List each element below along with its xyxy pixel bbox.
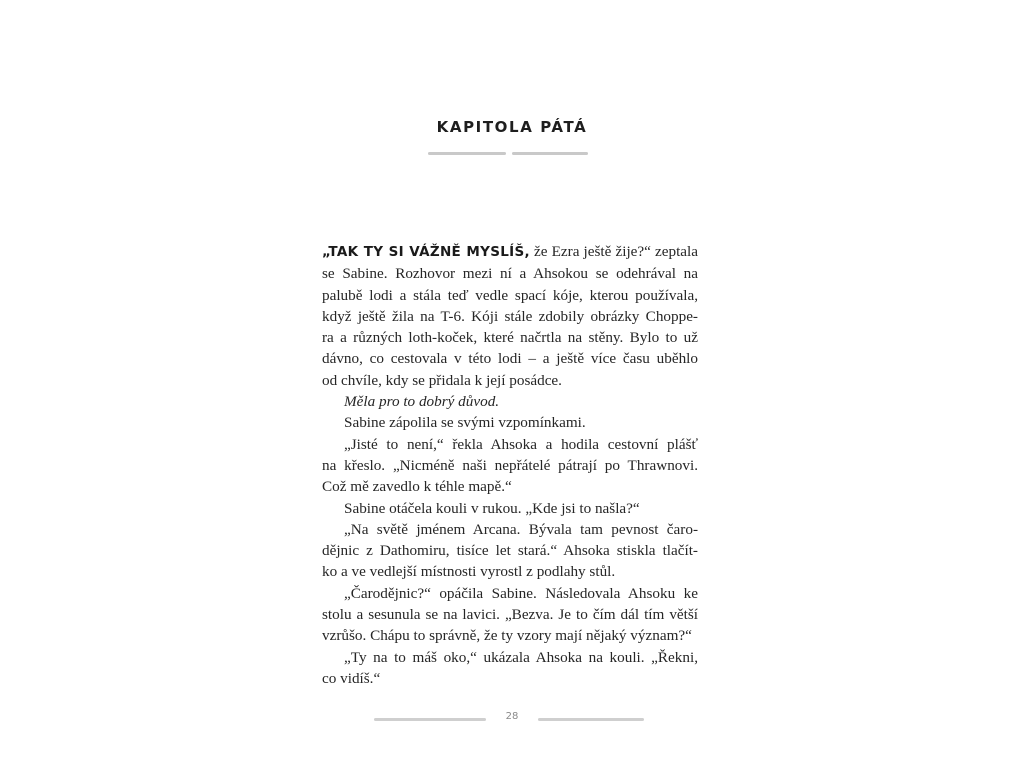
body-line: dějnic z Dathomiru, tisíce let stará.“ Ahsoka stiskla tlačít- (322, 542, 698, 560)
title-rule-left (428, 152, 506, 155)
body-line: dávno, co cestovala v této lodi – a ještě více času uběhlo (322, 350, 698, 368)
chapter-body (322, 241, 698, 689)
body-line: ra a různých loth-koček, které načrtla na stěny. Bylo to už (322, 329, 698, 347)
body-line: „Jisté to není,“ řekla Ahsoka a hodila cestovní plášť (344, 435, 698, 453)
body-line: Což mě zavedlo k téhle mapě.“ (322, 478, 512, 496)
body-line (322, 241, 698, 263)
lead-in: „TAK TY SI VÁŽNĚ MYSLÍŠ, (322, 244, 530, 260)
body-line: Sabine otáčela kouli v rukou. „Kde jsi to našla?“ (344, 499, 640, 517)
body-line: na křeslo. „Nicméně naši nepřátelé pátrají po Thrawnovi. (322, 456, 698, 474)
body-line: „Čarodějnic?“ opáčila Sabine. Následovala Ahsoku ke (344, 584, 698, 602)
body-line: Sabine zápolila se svými vzpomínkami. (344, 414, 586, 432)
body-line: vzrůšo. Chápu to správně, že ty vzory mají nějaký význam?“ (322, 627, 692, 645)
body-line: palubě lodi a stála teď vedle spací kóje, kterou používala, (322, 286, 698, 304)
chapter-title: KAPITOLA PÁTÁ (436, 118, 588, 136)
page-number: 28 (505, 711, 519, 722)
body-line-italic: Měla pro to dobrý důvod. (344, 393, 500, 411)
body-line: od chvíle, kdy se přidala k její posádce. (322, 371, 562, 389)
body-line: ko a ve vedlejší místnosti vyrostl z podlahy stůl. (322, 563, 616, 581)
footer-rule-right (538, 718, 644, 721)
body-line: když ještě žila na T-6. Kóji stále zdobily obrázky Choppe- (322, 307, 698, 325)
body-line: stolu a sesunula se na lavici. „Bezva. Je to čím dál tím větší (322, 606, 698, 624)
title-rule-right (512, 152, 588, 155)
body-line: „Ty na to máš oko,“ ukázala Ahsoka na kouli. „Řekni, (344, 648, 698, 666)
footer-rule-left (374, 718, 486, 721)
body-line-text: že Ezra ještě žije?“ zeptala (529, 243, 698, 260)
body-line: se Sabine. Rozhovor mezi ní a Ahsokou se odehrával na (322, 265, 698, 283)
body-line: „Na světě jménem Arcana. Bývala tam pevnost čaro- (344, 520, 698, 538)
body-line: co vidíš.“ (322, 669, 381, 687)
